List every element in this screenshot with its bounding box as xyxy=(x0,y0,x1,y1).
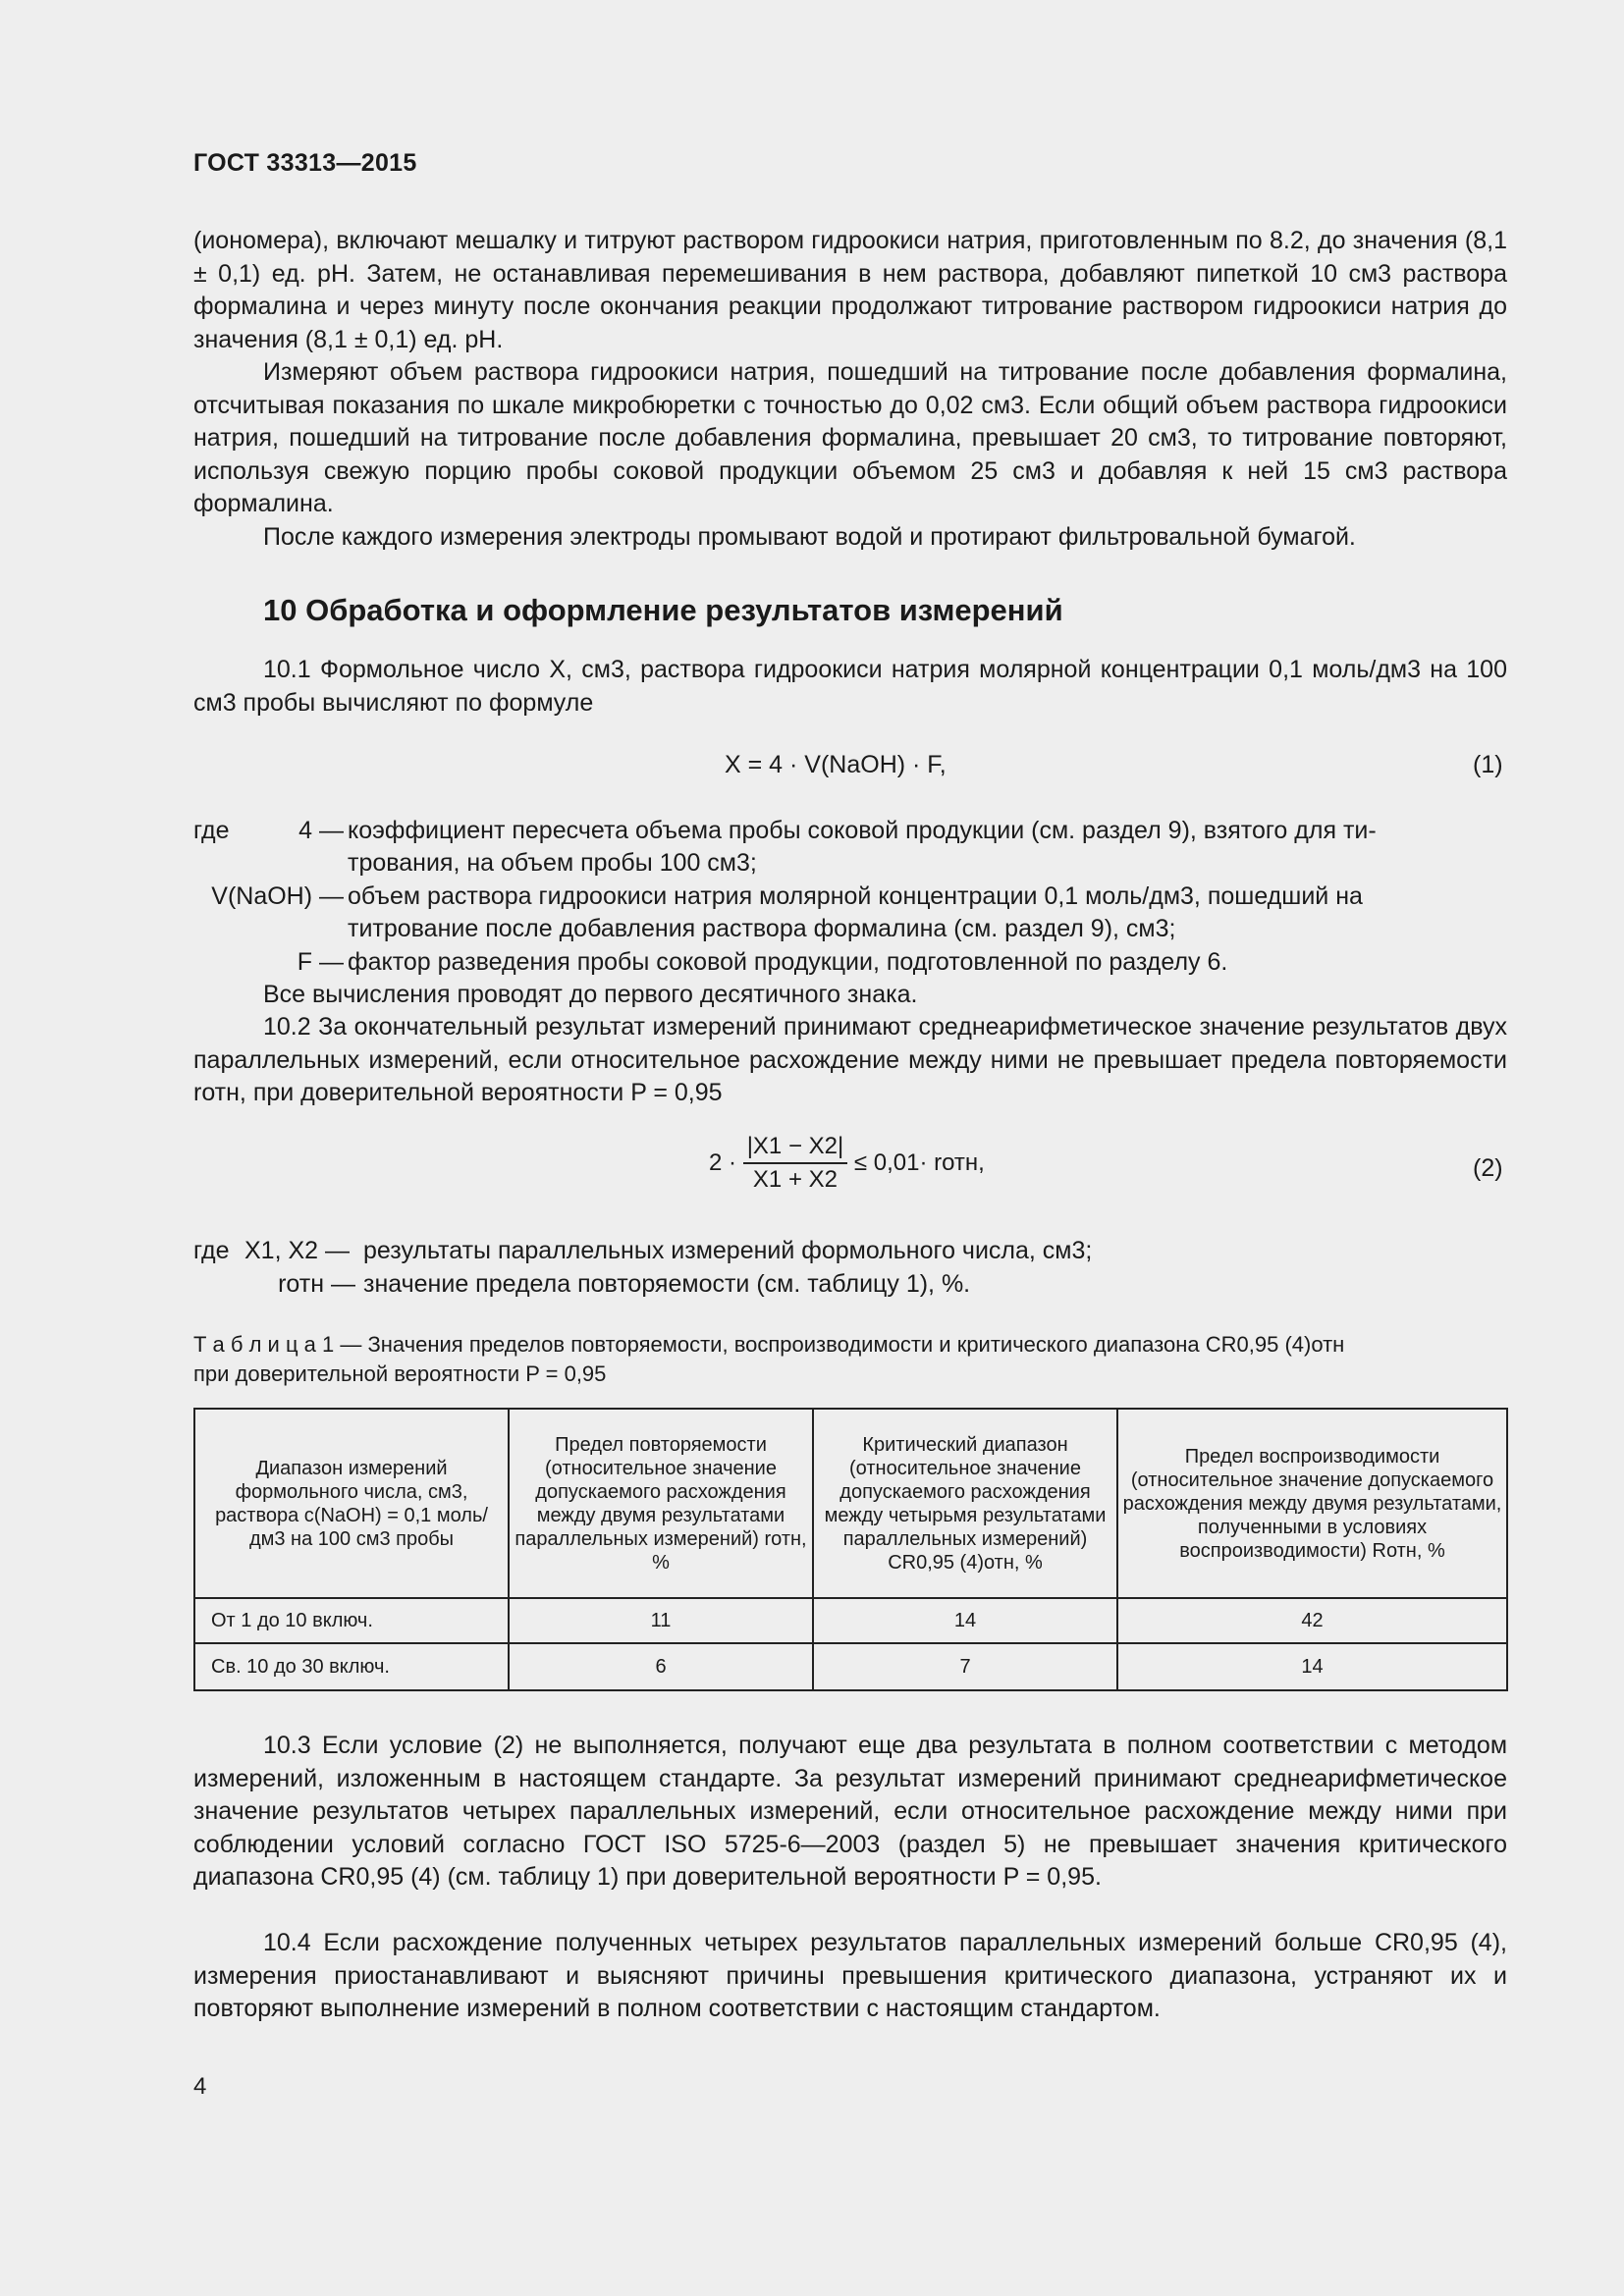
where2-row-2 xyxy=(193,1268,1507,1302)
formula-1: X = 4 · V(NaOH) · F, xyxy=(725,751,947,778)
where-row-2 xyxy=(193,881,1507,914)
document-header: ГОСТ 33313—2015 xyxy=(193,149,417,177)
where-text-4b: трования, на объем пробы 100 см3; xyxy=(348,849,757,877)
paragraph-10-1 xyxy=(193,654,1507,720)
paragraph-10-4-text: 10.4 Если расхождение полученных четырех результатов параллельных измерений больше CR0,95 (4), измерения приостанавливают и выясняют причины превышения критического диапазона, устраняют их и повторяют выполнение измерений в полном соответствии с настоящим стандартом. xyxy=(193,1929,1507,2022)
where2-label-r: rотн — xyxy=(278,1270,355,1298)
paragraph-10-1-text: 10.1 Формольное число X, см3, раствора гидроокиси натрия молярной концентрации 0,1 моль/дм3 на 100 см3 пробы вычисляют по формуле xyxy=(193,656,1507,717)
formula-1-number: (1) xyxy=(1473,751,1503,778)
paragraph-volume xyxy=(193,356,1507,521)
where-row-1 xyxy=(193,815,1507,848)
table-row xyxy=(194,1598,1507,1643)
where-text-naoh-b: титрование после добавления раствора формалина (см. раздел 9), см3; xyxy=(348,915,1176,942)
where-label-f: F — xyxy=(297,948,344,976)
table-header-cell: Диапазон измерений формольного числа, см3, раствора c(NaOH) = 0,1 моль/дм3 на 100 см3 пробы xyxy=(194,1409,509,1598)
paragraph-volume-text: Измеряют объем раствора гидроокиси натрия, пошедший на титрование после добавления формалина, отсчитывая показания по шкале микробюретки с точностью до 0,02 см3. Если общий объем раствора гидроокиси натрия, пошедший на титрование после добавления формалина, превышает 20 см3, то титрование повторяют, используя свежую порцию пробы соковой продукции объемом 25 см3 и добавляя к ней 15 см3 раствора формалина. xyxy=(193,358,1507,517)
where-row-1b xyxy=(193,847,1507,881)
formula-2 xyxy=(709,1133,985,1194)
paragraph-calc xyxy=(193,979,1507,1012)
where-row-2b xyxy=(193,913,1507,946)
where2-text-r: значение предела повторяемости (см. таблицу 1), %. xyxy=(363,1270,971,1298)
paragraph-ionomer-text: (иономера), включают мешалку и титруют раствором гидроокиси натрия, приготовленным по 8.2, до значения (8,1 ± 0,1) ед. pH. Затем, не останавливая перемешивания в нем раствора, добавляют пипеткой 10 см3 раствора формалина и через минуту после окончания реакции продолжают титрование раствором гидроокиси натрия до значения (8,1 ± 0,1) ед. pH. xyxy=(193,227,1507,353)
table-header-row xyxy=(194,1409,1507,1598)
section-title: 10 Обработка и оформление результатов измерений xyxy=(263,593,1063,627)
paragraph-10-2-text: 10.2 За окончательный результат измерений принимают среднеарифметическое значение результатов двух параллельных измерений, если относительное расхождение между ними не превышает предела повторяемости rотн, при доверительной вероятности P = 0,95 xyxy=(193,1013,1507,1106)
formula-2-number: (2) xyxy=(1473,1154,1503,1182)
paragraph-10-3-text: 10.3 Если условие (2) не выполняется, получают еще два результата в полном соответствии с методом измерений, изложенным в настоящем стандарте. За результат измерений принимают среднеарифметическое значение результатов четырех параллельных измерений, если относительное расхождение между ними при соблюдении условий согласно ГОСТ ISO 5725-6—2003 (раздел 5) не превышает значения критического диапазона CR0,95 (4) (см. таблицу 1) при доверительной вероятности P = 0,95. xyxy=(193,1732,1507,1891)
table-header-cell: Критический диапазон (относительное значение допускаемого расхождения между четырьмя результатами параллельных измерений) CR0,95 (4)отн, % xyxy=(813,1409,1117,1598)
where-label-4: 4 — xyxy=(298,817,344,844)
table-cell: 14 xyxy=(813,1598,1117,1643)
table-caption-line1: Т а б л и ц а 1 — Значения пределов повторяемости, воспроизводимости и критического диапазона CR0,95 (4)отн xyxy=(193,1332,1345,1357)
table-cell: 7 xyxy=(813,1643,1117,1690)
where2-text-x: результаты параллельных измерений формольного числа, см3; xyxy=(363,1237,1093,1264)
page-number: 4 xyxy=(193,2073,207,2100)
formula-2-numerator: |X1 − X2| xyxy=(743,1133,848,1164)
where-label-naoh: V(NaOH) — xyxy=(211,882,344,910)
paragraph-ionomer xyxy=(193,225,1507,356)
where2-word: где xyxy=(193,1237,230,1264)
paragraph-10-4 xyxy=(193,1927,1507,2026)
where-row-3 xyxy=(193,946,1507,980)
paragraph-calc-text: Все вычисления проводят до первого десятичного знака. xyxy=(263,981,918,1008)
where-text-4a: коэффициент пересчета объема пробы соковой продукции (см. раздел 9), взятого для ти- xyxy=(348,817,1377,844)
table-cell: 11 xyxy=(509,1598,813,1643)
paragraph-10-3 xyxy=(193,1730,1507,1895)
table-cell: Св. 10 до 30 включ. xyxy=(194,1643,509,1690)
where-text-f: фактор разведения пробы соковой продукции, подготовленной по разделу 6. xyxy=(348,948,1228,976)
paragraph-10-2 xyxy=(193,1011,1507,1110)
table-cell: От 1 до 10 включ. xyxy=(194,1598,509,1643)
table-header-cell: Предел повторяемости (относительное значение допускаемого расхождения между двумя результатами параллельных измерений) rотн, % xyxy=(509,1409,813,1598)
formula-2-rhs: ≤ 0,01· rотн, xyxy=(853,1149,985,1176)
table-cell: 6 xyxy=(509,1643,813,1690)
where-word: где xyxy=(193,817,230,844)
where-text-naoh-a: объем раствора гидроокиси натрия молярной концентрации 0,1 моль/дм3, пошедший на xyxy=(348,882,1363,910)
table-caption xyxy=(193,1330,1508,1389)
table-cell: 14 xyxy=(1117,1643,1507,1690)
where2-row-1 xyxy=(193,1235,1507,1268)
table-header-cell: Предел воспроизводимости (относительное значение допускаемого расхождения между двумя результатами, полученными в условиях воспроизводимости) Rотн, % xyxy=(1117,1409,1507,1598)
where2-label-x: X1, X2 — xyxy=(244,1237,350,1264)
table-cell: 42 xyxy=(1117,1598,1507,1643)
formula-2-coef: 2 · xyxy=(709,1149,737,1176)
table-row xyxy=(194,1643,1507,1690)
results-table xyxy=(193,1408,1508,1691)
formula-2-denominator: X1 + X2 xyxy=(752,1166,838,1193)
paragraph-electrodes xyxy=(193,521,1507,555)
formula-2-fraction xyxy=(743,1133,848,1194)
paragraph-electrodes-text: После каждого измерения электроды промывают водой и протирают фильтровальной бумагой. xyxy=(263,523,1356,551)
table-caption-line2: при доверительной вероятности P = 0,95 xyxy=(193,1362,607,1386)
